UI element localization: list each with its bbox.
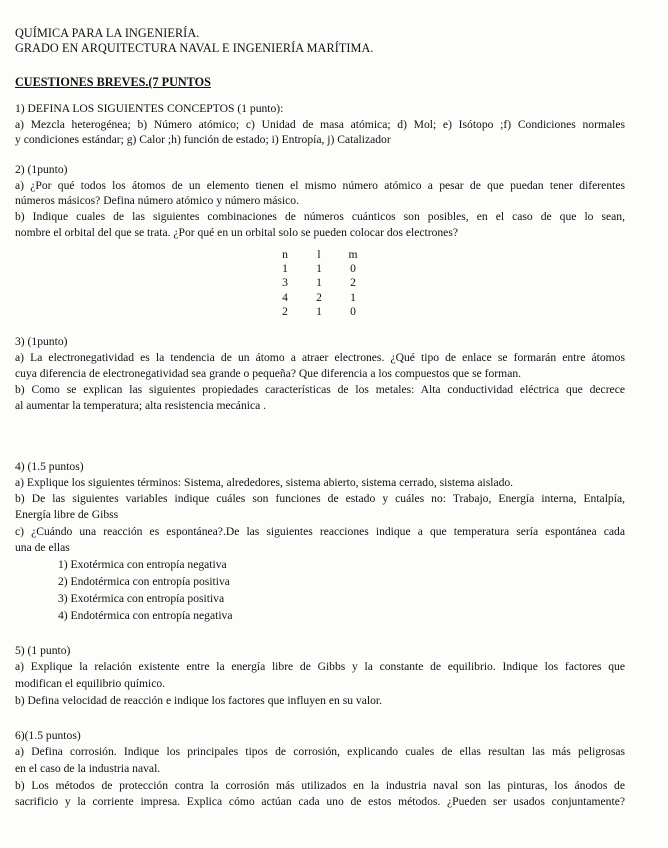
q3-title: 3) (1punto) xyxy=(15,335,68,348)
q2-b-line-2: nombre el orbital del que se trata. ¿Por qué en un orbital solo se pueden colocar dos electrones? xyxy=(15,226,458,239)
q4-list-item: 4) Endotérmica con entropía negativa xyxy=(58,609,233,622)
table-cell: 0 xyxy=(350,261,356,275)
q4-c-line-2: una de ellas xyxy=(15,541,70,554)
table-header-cell: n xyxy=(282,247,288,261)
q3-a-line-2: cuya diferencia de electronegatividad sea grande o pequeña? Que diferencia a los compuestos que se forman. xyxy=(15,367,522,380)
q4-b-line-2: Energía libre de Gibss xyxy=(15,508,119,521)
q4-list-item: 2) Endotérmica con entropía positiva xyxy=(58,575,230,588)
q6-title: 6)(1.5 puntos) xyxy=(15,729,81,742)
q4-b-line-1: b) De las siguientes variables indique cuáles son funciones de estado y cuáles no: Trabajo, Energía interna, Entalpía, xyxy=(15,492,625,505)
table-row xyxy=(268,261,370,275)
q5-a-line-2: modifican el equilibrio químico. xyxy=(15,677,166,690)
q4-a-line-1: a) Explique los siguientes términos: Sistema, alrededores, sistema abierto, sistema cerrado, sistema aislado. xyxy=(15,476,514,489)
table-header-row xyxy=(268,247,370,261)
table-cell: 4 xyxy=(282,290,288,304)
table-header-cell: m xyxy=(348,247,358,261)
q5-a-line-1: a) Explique la relación existente entre la energía libre de Gibbs y la constante de equilibrio. Indique los factores que xyxy=(15,660,625,673)
table-header-cell: l xyxy=(317,247,321,261)
table-cell: 2 xyxy=(316,290,322,304)
q4-title: 4) (1.5 puntos) xyxy=(15,460,84,473)
q4-c-line-1: c) ¿Cuándo una reacción es espontánea?.De las siguientes reacciones indique a que temperatura sería espontánea cada xyxy=(15,525,625,538)
q6-a-line-1: a) Defina corrosión. Indique los principales tipos de corrosión, explicando cuales de ellas resultan las más peligrosas xyxy=(15,745,625,758)
table-cell: 1 xyxy=(316,261,322,275)
table-cell: 1 xyxy=(316,276,322,290)
section-title: CUESTIONES BREVES.(7 PUNTOS xyxy=(15,75,211,89)
q4-list-item: 1) Exotérmica con entropía negativa xyxy=(58,558,227,571)
degree-title: GRADO EN ARQUITECTURA NAVAL E INGENIERÍA MARÍTIMA. xyxy=(15,41,374,55)
q1-title: 1) DEFINA LOS SIGUIENTES CONCEPTOS (1 punto): xyxy=(15,102,284,115)
q3-b-line-2: al aumentar la temperatura; alta resistencia mecánica . xyxy=(15,399,267,412)
q2-title: 2) (1punto) xyxy=(15,163,68,176)
table-cell: 1 xyxy=(316,304,322,318)
q2-b-line-1: b) Indique cuales de las siguientes combinaciones de números cuánticos son posibles, en el caso de que lo sean, xyxy=(15,210,625,223)
table-cell: 2 xyxy=(350,276,356,290)
q6-a-line-2: en el caso de la industria naval. xyxy=(15,762,161,775)
table-cell: 1 xyxy=(350,290,356,304)
table-cell: 1 xyxy=(282,261,288,275)
q1-line-1: a) Mezcla heterogénea; b) Número atómico; c) Unidad de masa atómica; d) Mol; e) Isótopo ;f) Condiciones normales xyxy=(15,118,625,131)
q5-b-line-1: b) Defina velocidad de reacción e indique los factores que influyen en su valor. xyxy=(15,694,382,707)
table-row xyxy=(268,276,370,290)
q2-a-line-2: números másicos? Defina número atómico y número másico. xyxy=(15,194,299,207)
q4-list-item: 3) Exotérmica con entropía positiva xyxy=(58,592,225,605)
quantum-numbers-table xyxy=(268,247,370,318)
q2-a-line-1: a) ¿Por qué todos los átomos de un elemento tienen el mismo número atómico a pesar de que puedan tener diferentes xyxy=(15,179,625,192)
table-cell: 0 xyxy=(350,304,356,318)
q6-b-line-2: sacrificio y la corriente impresa. Explica cómo actúan cada uno de estos métodos. ¿Pueden ser usados conjuntamente? xyxy=(15,795,625,808)
q1-line-2: y condiciones estándar; g) Calor ;h) función de estado; i) Entropía, j) Catalizador xyxy=(15,133,391,146)
course-title: QUÍMICA PARA LA INGENIERÍA. xyxy=(15,26,200,40)
table-cell: 3 xyxy=(282,276,288,290)
table-cell: 2 xyxy=(282,304,288,318)
q3-a-line-1: a) La electronegatividad es la tendencia de un átomo a atraer electrones. ¿Qué tipo de enlace se formarán entre átomos xyxy=(15,351,625,364)
table-row xyxy=(268,290,370,304)
q6-b-line-1: b) Los métodos de protección contra la corrosión más utilizados en la industria naval son las pinturas, los ánodos de xyxy=(15,779,625,792)
q5-title: 5) (1 punto) xyxy=(15,644,71,657)
table-row xyxy=(268,304,370,318)
q3-b-line-1: b) Como se explican las siguientes propiedades características de los metales: Alta conductividad eléctrica que decrece xyxy=(15,383,625,396)
